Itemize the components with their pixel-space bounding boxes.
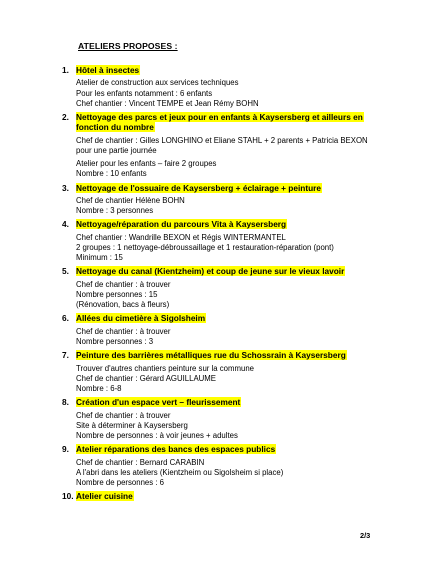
workshop-item [62, 183, 382, 217]
workshop-detail: Atelier pour les enfants – faire 2 groupes [76, 159, 217, 169]
workshop-title: Nettoyage de l'ossuaire de Kaysersberg + éclairage + peinture [76, 182, 321, 193]
section-title: ATELIERS PROPOSES : [78, 41, 178, 51]
workshop-title: Allées du cimetière à Sigolsheim [76, 313, 206, 324]
workshop-heading [62, 444, 382, 454]
workshop-detail: A l'abri dans les ateliers (Kientzheim ou Sigolsheim si place) [76, 467, 284, 477]
workshop-item [62, 397, 382, 441]
page-number: 2/3 [360, 531, 371, 540]
workshop-title: Peinture des barrières métalliques rue du Schossrain à Kaysersberg [76, 350, 346, 361]
workshop-title: Nettoyage des parcs et jeux pour en enfants à Kaysersberg et ailleurs en fonction du nombre [76, 112, 363, 133]
workshop-detail: Nombre : 6-8 [76, 384, 122, 394]
workshop-detail: 2 groupes : 1 nettoyage-débroussaillage et 1 restauration-réparation (pont) [76, 243, 334, 253]
workshop-heading [62, 491, 382, 501]
workshop-detail: Nombre : 10 enfants [76, 169, 147, 179]
workshop-number: 10. [62, 491, 74, 502]
workshop-title: Atelier cuisine [76, 491, 133, 502]
workshop-title: Nettoyage du canal (Kientzheim) et coup de jeune sur le vieux lavoir [76, 266, 345, 277]
workshop-item [62, 219, 382, 263]
workshop-number: 1. [62, 65, 69, 75]
workshop-detail: Chef de chantier : à trouver [76, 279, 171, 289]
workshop-heading [62, 183, 382, 193]
workshop-detail: Atelier de construction aux services techniques [76, 78, 239, 88]
workshop-heading [62, 219, 382, 229]
workshop-number: 5. [62, 266, 69, 277]
workshop-detail: Pour les enfants notamment : 6 enfants [76, 88, 213, 98]
workshop-number: 8. [62, 397, 69, 408]
workshop-number: 7. [62, 350, 69, 361]
workshop-item [62, 350, 382, 394]
workshop-detail: Chef de chantier : Bernard CARABIN [76, 457, 205, 467]
workshop-number: 6. [62, 313, 69, 324]
workshop-detail: Nombre de personnes : 6 [76, 478, 164, 488]
workshop-detail: Chef de chantier : à trouver [76, 410, 171, 420]
workshop-heading [62, 313, 382, 323]
workshop-item [62, 313, 382, 347]
workshop-detail: (Rénovation, bacs à fleurs) [76, 300, 170, 310]
workshop-list [62, 65, 382, 505]
workshop-heading [62, 112, 382, 133]
workshop-detail: Chef de chantier : à trouver [76, 326, 171, 336]
workshop-item [62, 491, 382, 501]
workshop-number: 2. [62, 112, 69, 123]
workshop-heading [62, 266, 382, 276]
workshop-detail: Chef de chantier Hélène BOHN [76, 196, 185, 206]
workshop-detail: Nombre : 3 personnes [76, 206, 154, 216]
workshop-detail: Nombre personnes : 15 [76, 290, 158, 300]
workshop-detail: Site à déterminer à Kaysersberg [76, 420, 188, 430]
workshop-detail: Chef chantier : Wandrille BEXON et Régis WINTERMANTEL [76, 232, 286, 242]
workshop-heading [62, 65, 382, 75]
workshop-detail: Nombre personnes : 3 [76, 337, 154, 347]
workshop-title: Nettoyage/réparation du parcours Vita à Kaysersberg [76, 219, 287, 230]
workshop-title: Hôtel à insectes [76, 65, 140, 75]
workshop-heading [62, 397, 382, 407]
workshop-detail: Chef chantier : Vincent TEMPE et Jean Rémy BOHN [76, 98, 259, 108]
workshop-detail: Nombre de personnes : à voir jeunes + adultes [76, 431, 238, 441]
workshop-item [62, 65, 382, 109]
workshop-detail: Chef de chantier : Gilles LONGHINO et Eliane STAHL + 2 parents + Patricia BEXON pour une partie journée [76, 135, 368, 156]
workshop-title: Création d'un espace vert – fleurissement [76, 397, 241, 408]
workshop-detail: Trouver d'autres chantiers peinture sur la commune [76, 363, 255, 373]
workshop-detail: Minimum : 15 [76, 253, 123, 263]
workshop-heading [62, 350, 382, 360]
workshop-number: 3. [62, 182, 69, 193]
workshop-item [62, 266, 382, 310]
workshop-number: 9. [62, 444, 69, 455]
workshop-item [62, 444, 382, 488]
workshop-number: 4. [62, 219, 69, 230]
workshop-detail: Chef de chantier : Gérard AGUILLAUME [76, 373, 216, 383]
workshop-item [62, 112, 382, 180]
workshop-title: Atelier réparations des bancs des espaces publics [76, 444, 276, 455]
